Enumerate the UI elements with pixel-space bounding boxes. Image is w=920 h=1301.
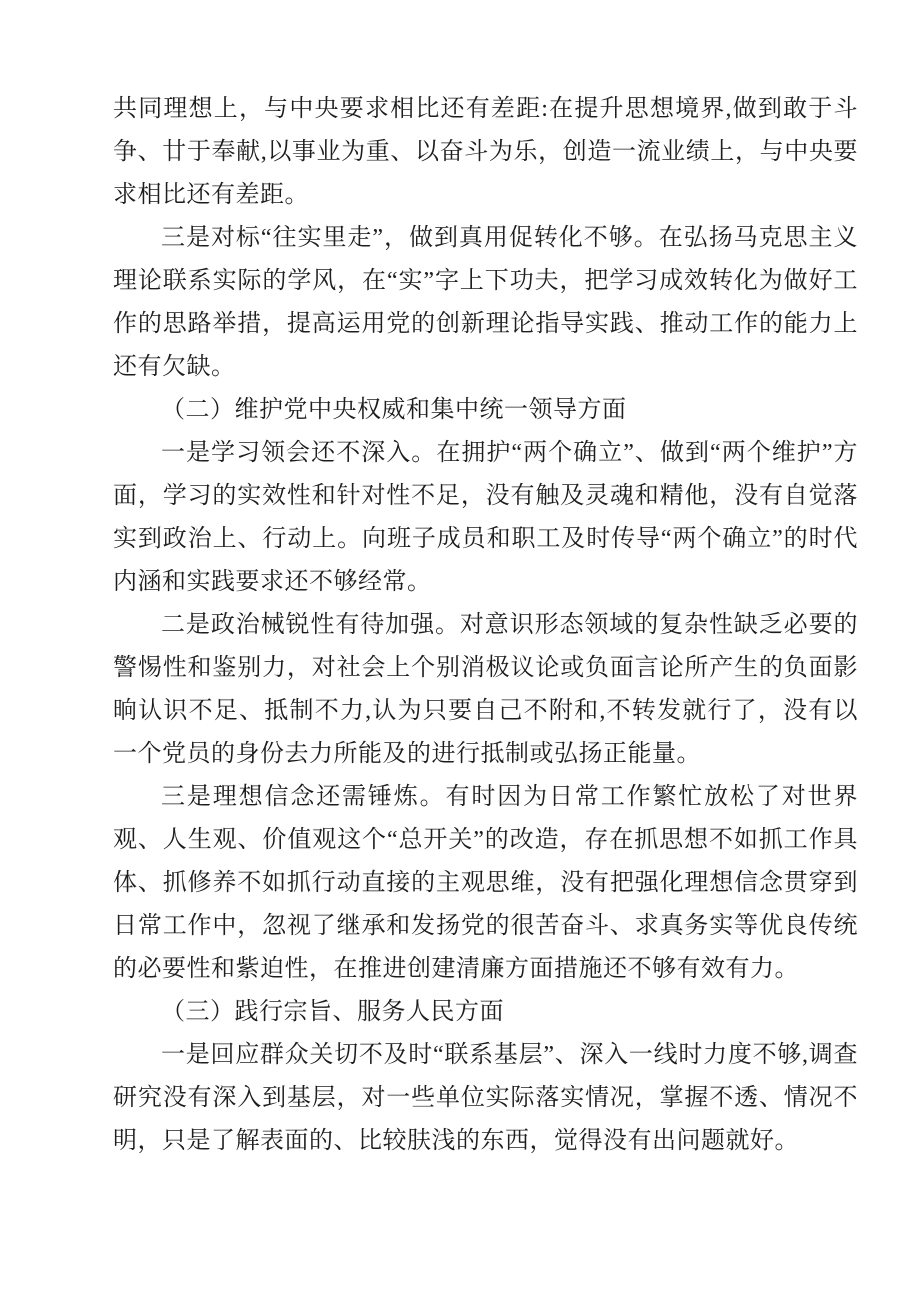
section-heading-2: （二）维护党中央权威和集中统一领导方面 bbox=[161, 397, 627, 423]
paragraph-ershi-zhengzhi: 二是政治械锐性有待加强。对意识形态领域的复杂性缺乏必要的警惕性和鉴别力，对社会上个别消极议论或负面言论所产生的负面影晌认识不足、抵制不力,认为只要自己不附和,不转发就行了，没有以一个党员的身份去力所能及的进行抵制或弘扬正能量。 bbox=[113, 612, 858, 767]
paragraph-sanshi-lixiang: 三是理想信念还需锤炼。有时因为日常工作繁忙放松了对世界观、人生观、价值观这个“总开关”的改造，存在抓思想不如抓工作具体、抓修养不如抓行动直接的主观思维，没有把强化理想信念贯穿到日常工作中，忽视了继承和发扬党的很苦奋斗、求真务实等优良传统的必要性和紫迫性，在推进创建清廉方面措施还不够有效有力。 bbox=[113, 784, 858, 982]
paragraph-yishi-xuexi: 一是学习领会还不深入。在拥护“两个确立”、做到“两个维护”方面，学习的实效性和针对性不足，没有触及灵魂和精他，没有自觉落实到政治上、行动上。向班子成员和职工及时传导“两个确立”的时代内涵和实践要求还不够经常。 bbox=[113, 440, 858, 595]
paragraph-sanshi-duibiao: 三是对标“往实里走”，做到真用促转化不够。在弘扬马克思主义理论联系实际的学风，在“实”字上下功夫，把学习成效转化为做好工作的思路举措，提高运用党的创新理论指导实践、推动工作的能力上还有欠缺。 bbox=[113, 225, 858, 380]
document-body bbox=[113, 88, 858, 1163]
paragraph-yishi-huiying: 一是回应群众关切不及时“联系基层”、深入一线时力度不够,调查研究没有深入到基层，对一些单位实际落实情况，掌握不透、情况不明，只是了解表面的、比较肤浅的东西，觉得没有出问题就好。 bbox=[113, 1042, 858, 1154]
section-heading-3: （三）践行宗旨、服务人民方面 bbox=[161, 999, 504, 1025]
paragraph-continuation: 共同理想上，与中央要求相比还有差距:在提升思想境界,做到敢于斗争、廿于奉献,以事业为重、以奋斗为乐，创造一流业绩上，与中央要求相比还有差距。 bbox=[113, 96, 858, 208]
